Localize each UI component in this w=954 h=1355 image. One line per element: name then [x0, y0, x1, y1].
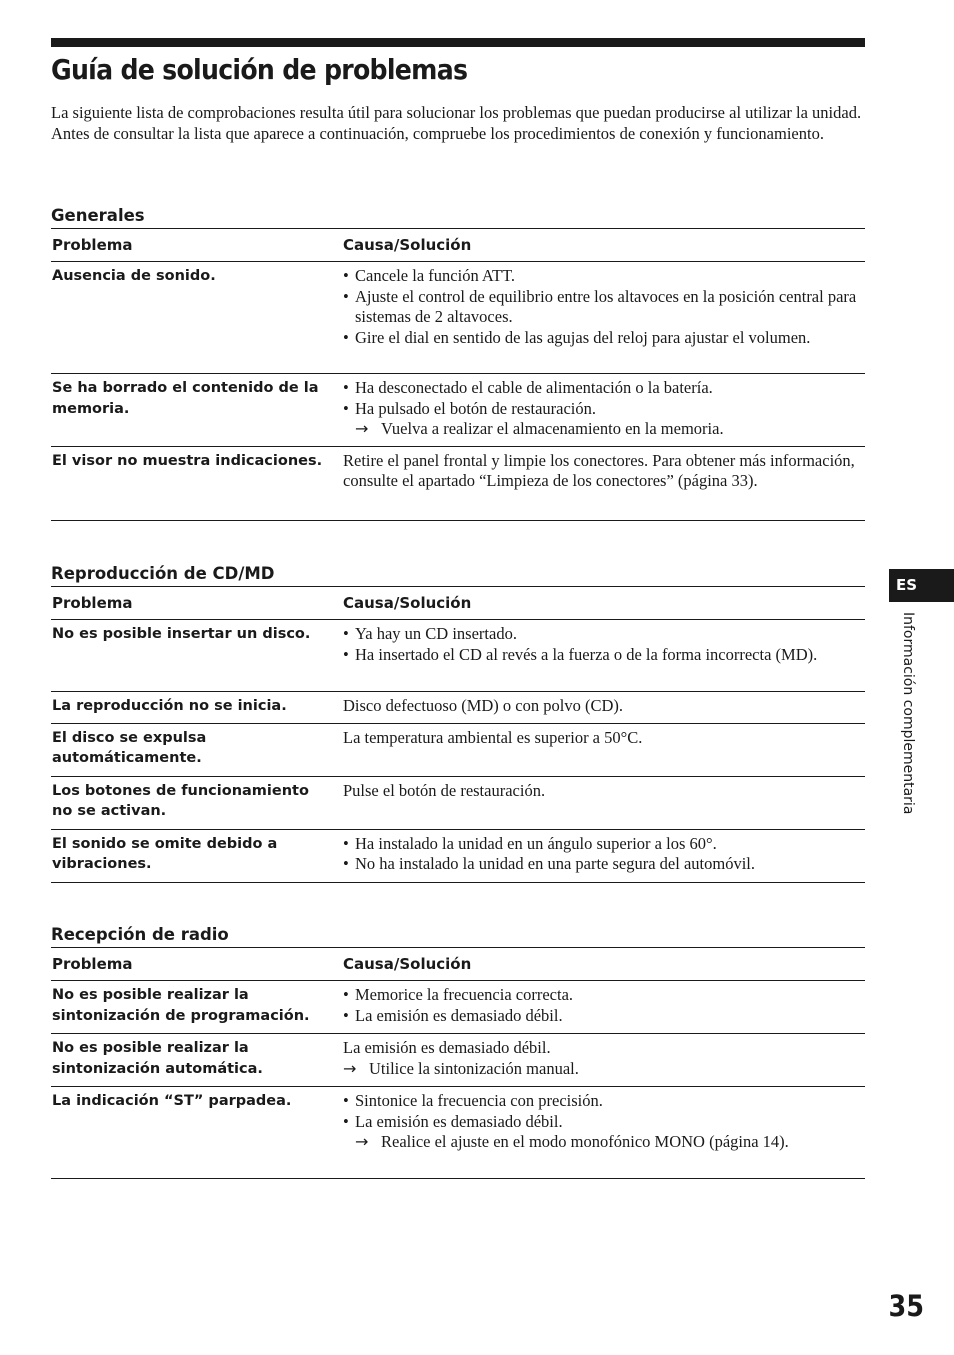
table-row [51, 692, 865, 724]
table-row [51, 829, 865, 882]
problem-cell: La reproducción no se inicia. [51, 692, 342, 724]
problem-cell: Se ha borrado el contenido de la memoria. [51, 374, 342, 447]
table-row [51, 723, 865, 776]
solution-cell [342, 1034, 865, 1087]
solution-bullet: • Ha insertado el CD al revés a la fuerza o de la forma incorrecta (MD). [343, 645, 863, 666]
solution-bullet: • Memorice la frecuencia correcta. [343, 985, 863, 1006]
problem-cell: El sonido se omite debido a vibraciones. [51, 829, 342, 882]
solution-bullet: • Gire el dial en sentido de las agujas del reloj para ajustar el volumen. [343, 328, 863, 349]
side-section-label: Información complementaria [900, 612, 916, 815]
section-title: Generales [51, 206, 145, 225]
solution-cell: Disco defectuoso (MD) o con polvo (CD). [342, 692, 865, 724]
solution-bullet: • Ya hay un CD insertado. [343, 624, 863, 645]
arrow-right-icon: → [355, 419, 362, 438]
page-title: Guía de solución de problemas [51, 53, 468, 86]
section-generales [51, 204, 865, 521]
header-rule [51, 38, 865, 47]
table-row [51, 776, 865, 829]
intro-paragraph: Antes de consultar la lista que aparece a continuación, compruebe los procedimientos de conexión y funcionamiento. [51, 123, 824, 143]
problem-cell: Ausencia de sonido. [51, 262, 342, 374]
solution-bullet: • Ajuste el control de equilibrio entre los altavoces en la posición central para sistemas de 2 altavoces. [343, 287, 863, 328]
arrow-note-text: Utilice la sintonización manual. [369, 1058, 579, 1078]
table-row [51, 374, 865, 447]
solution-bullet: • Cancele la función ATT. [343, 266, 863, 287]
table-row [51, 981, 865, 1034]
solution-cell [342, 981, 865, 1034]
problem-cell: No es posible realizar la sintonización automática. [51, 1034, 342, 1087]
solution-cell [342, 1087, 865, 1179]
table-row [51, 262, 865, 374]
table-header-row [51, 587, 865, 620]
solution-arrow-note [343, 1132, 863, 1153]
solution-cell [342, 829, 865, 882]
column-header-solution: Causa/Solución [342, 587, 865, 620]
solution-arrow-note [343, 419, 863, 440]
problem-cell: La indicación “ST” parpadea. [51, 1087, 342, 1179]
arrow-right-icon: → [355, 1132, 362, 1151]
page-number: 35 [888, 1289, 924, 1323]
solution-cell [342, 262, 865, 374]
table-header-row [51, 948, 865, 981]
table-row [51, 446, 865, 520]
solution-bullet: • Ha instalado la unidad en un ángulo superior a los 60°. [343, 834, 863, 855]
solution-cell [342, 620, 865, 692]
intro-text [51, 103, 869, 144]
table-row [51, 620, 865, 692]
arrow-right-icon: → [343, 1058, 350, 1078]
troubleshooting-table [51, 586, 865, 883]
column-header-problem: Problema [51, 948, 342, 981]
solution-cell: La temperatura ambiental es superior a 50°C. [342, 723, 865, 776]
solution-cell: Pulse el botón de restauración. [342, 776, 865, 829]
problem-cell: No es posible insertar un disco. [51, 620, 342, 692]
column-header-problem: Problema [51, 587, 342, 620]
section-title: Recepción de radio [51, 925, 229, 944]
arrow-note-text: Realice el ajuste en el modo monofónico MONO (página 14). [381, 1132, 789, 1151]
problem-cell: No es posible realizar la sintonización de programación. [51, 981, 342, 1034]
table-row [51, 1034, 865, 1087]
solution-cell [342, 374, 865, 447]
solution-bullet: • Sintonice la frecuencia con precisión. [343, 1091, 863, 1112]
troubleshooting-table [51, 947, 865, 1179]
solution-bullet: • No ha instalado la unidad en una parte segura del automóvil. [343, 854, 863, 875]
intro-paragraph: La siguiente lista de comprobaciones resulta útil para solucionar los problemas que puedan producirse al utilizar la unidad. [51, 103, 862, 122]
solution-bullet: • La emisión es demasiado débil. [343, 1112, 863, 1133]
troubleshooting-table [51, 228, 865, 521]
solution-arrow-note [343, 1059, 863, 1080]
column-header-solution: Causa/Solución [342, 229, 865, 262]
column-header-solution: Causa/Solución [342, 948, 865, 981]
problem-cell: El disco se expulsa automáticamente. [51, 723, 342, 776]
solution-text: La emisión es demasiado débil. [343, 1038, 551, 1057]
section-recepcion-radio [51, 923, 865, 1179]
section-title: Reproducción de CD/MD [51, 564, 275, 583]
section-reproduccion-cd-md [51, 562, 865, 883]
arrow-note-text: Vuelva a realizar el almacenamiento en la memoria. [381, 419, 724, 438]
column-header-problem: Problema [51, 229, 342, 262]
problem-cell: Los botones de funcionamiento no se activan. [51, 776, 342, 829]
solution-bullet: • Ha pulsado el botón de restauración. [343, 399, 863, 420]
table-header-row [51, 229, 865, 262]
table-row [51, 1087, 865, 1179]
solution-bullet: • La emisión es demasiado débil. [343, 1006, 863, 1027]
language-tab: ES [889, 569, 954, 602]
problem-cell: El visor no muestra indicaciones. [51, 446, 342, 520]
solution-bullet: • Ha desconectado el cable de alimentación o la batería. [343, 378, 863, 399]
solution-cell: Retire el panel frontal y limpie los conectores. Para obtener más información, consulte el apartado “Limpieza de los conectores” (página 33). [342, 446, 865, 520]
